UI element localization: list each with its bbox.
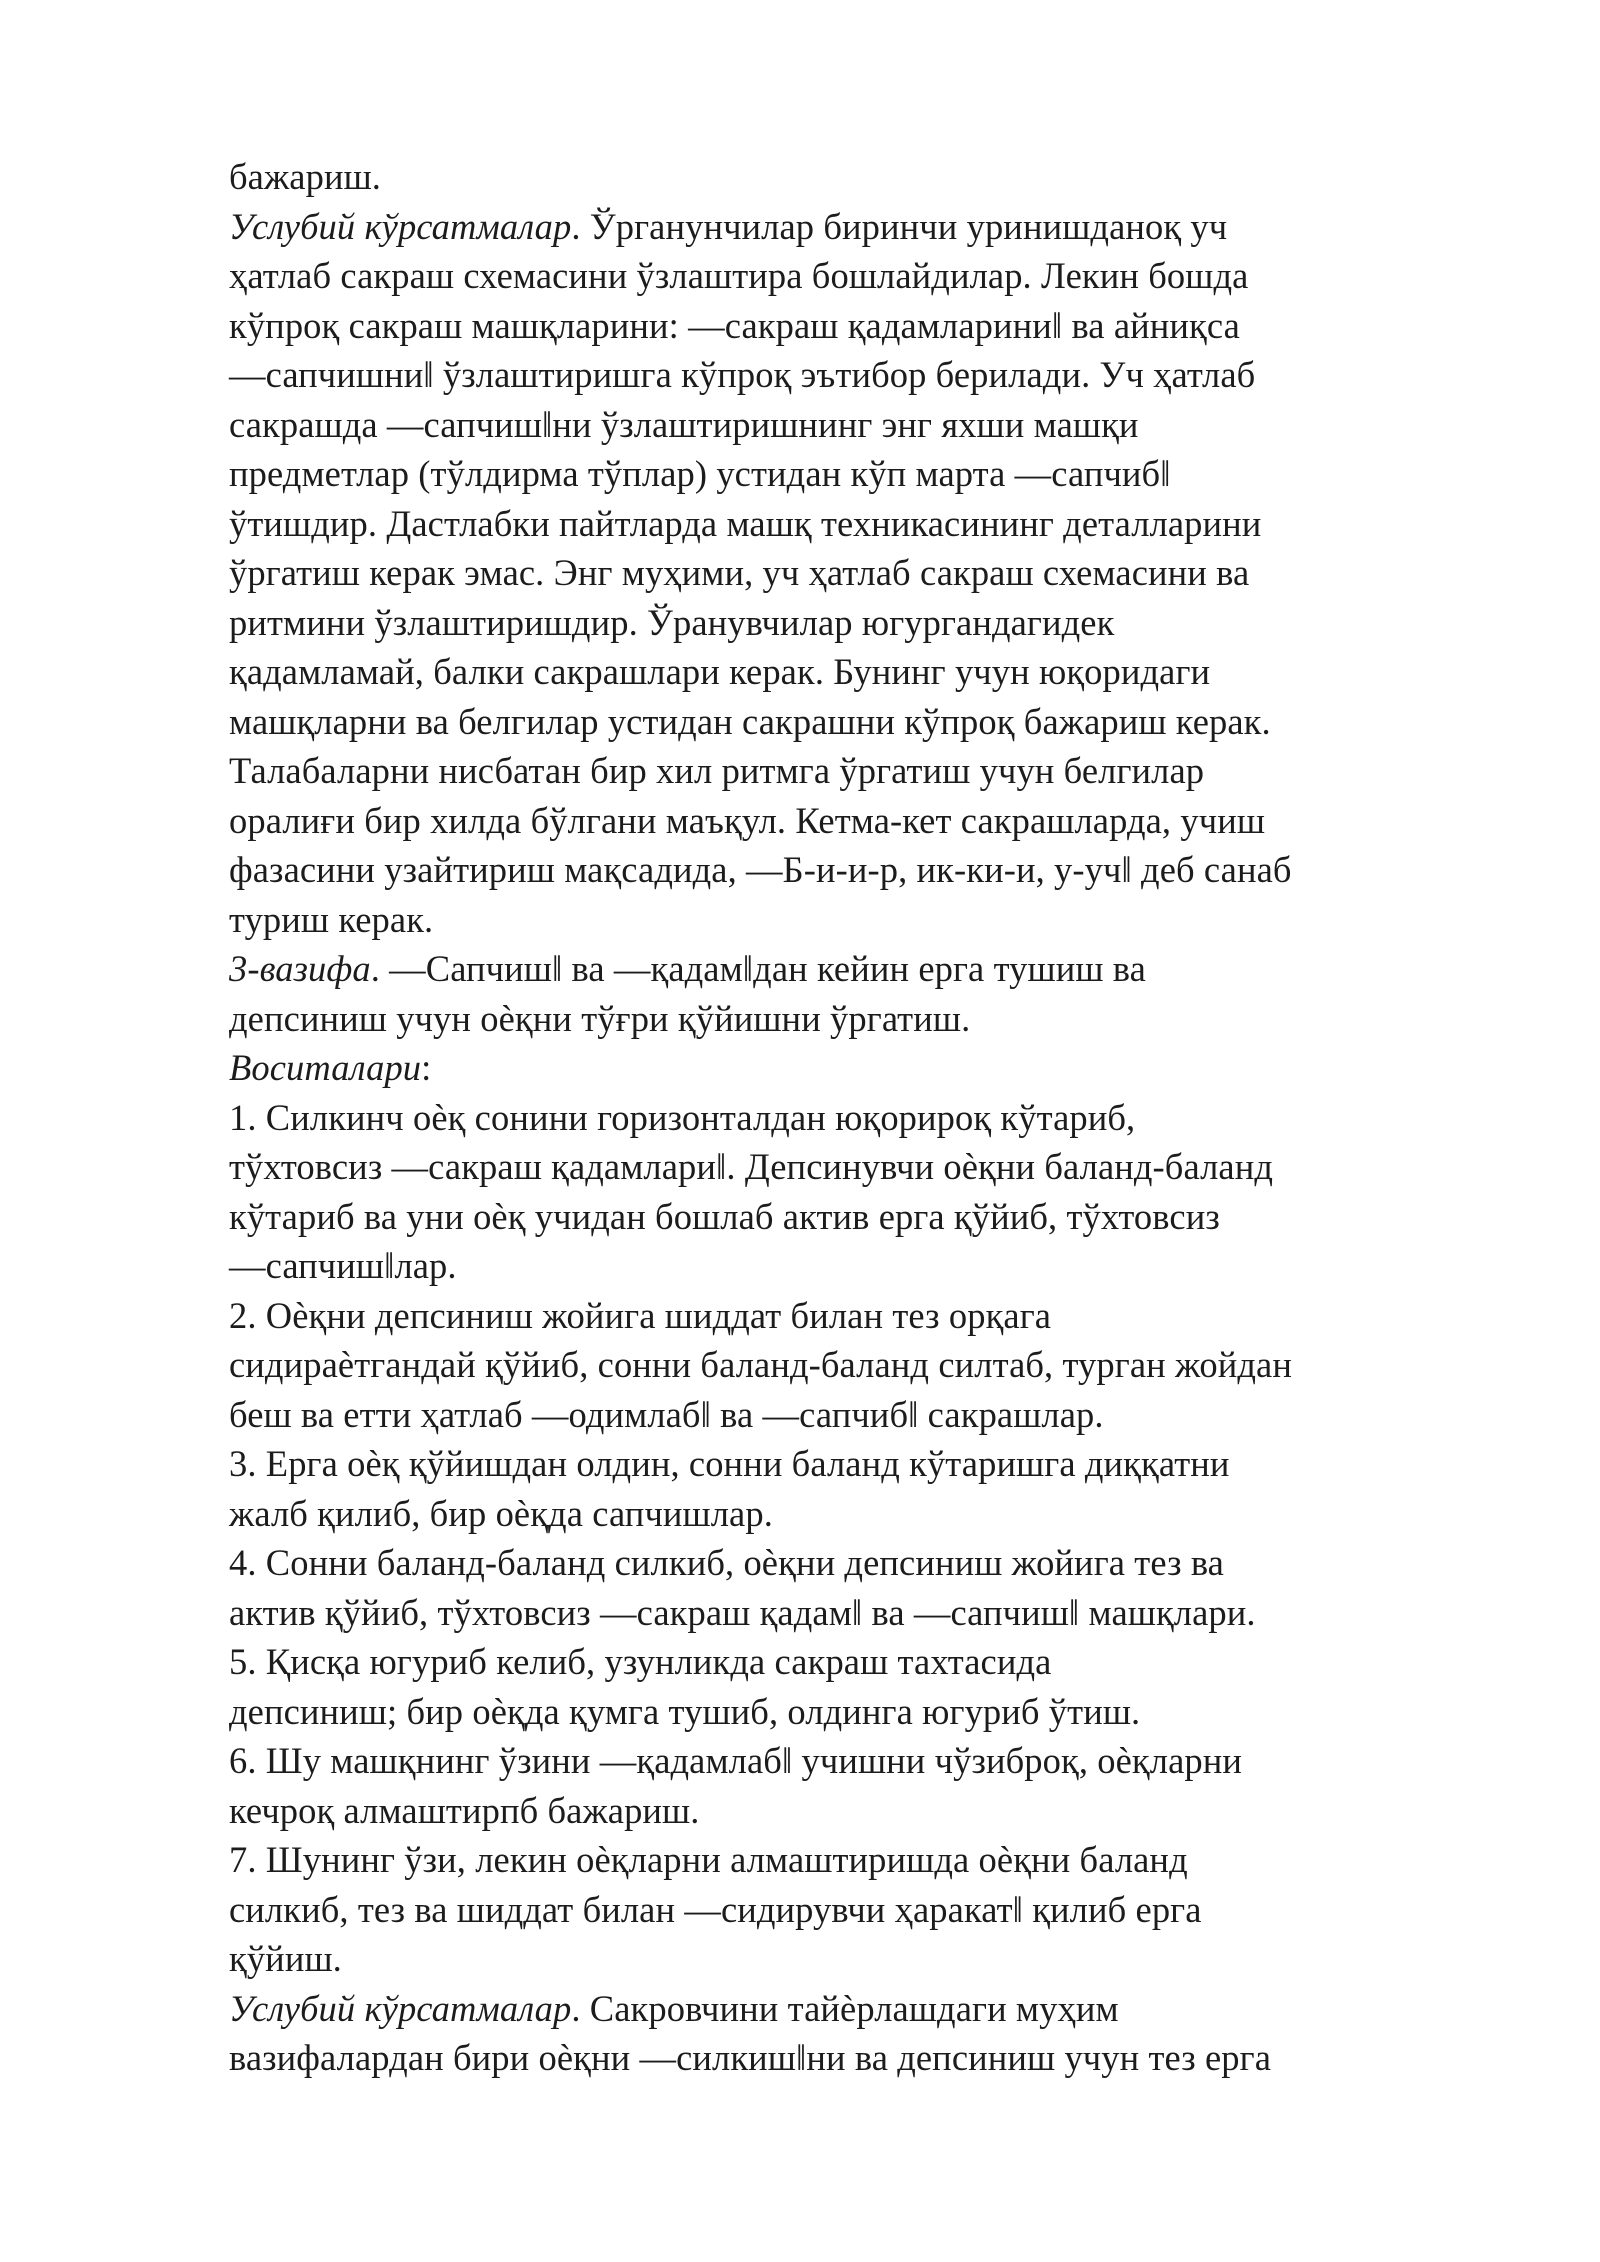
text-line	[229, 1192, 1529, 1242]
line-text: вазифалардан бири оѐқни ―силкиш‖ни ва депсиниш учун тез ерга	[229, 2037, 1272, 2078]
line-text: тўхтовсиз ―сакраш қадамлари‖. Депсинувчи оѐқни баланд-баланд	[229, 1146, 1274, 1187]
text-line	[229, 1043, 1529, 1093]
line-text: машқларни ва белгилар устидан сакрашни кўпроқ бажариш керак.	[229, 700, 1271, 742]
line-text: Талабаларни нисбатан бир хил ритмга ўргатиш учун белгилар	[229, 750, 1205, 791]
text-line	[229, 499, 1529, 549]
line-text: оралиғи бир хилда бўлгани маъқул. Кетма-кет сакрашларда, учиш	[229, 799, 1266, 841]
line-text: қўйиш.	[229, 1938, 342, 1979]
line-text: депсиниш учун оѐқни тўғри қўйишни ўргатиш.	[229, 997, 971, 1039]
line-text: кечроқ алмаштирпб бажариш.	[229, 1789, 700, 1831]
line-text: депсиниш; бир оѐқда қумга тушиб, олдинга югуриб ўтиш.	[229, 1690, 1141, 1732]
line-text: сидираѐтгандай қўйиб, сонни баланд-баланд силтаб, турган жойдан	[229, 1344, 1292, 1385]
italic-heading: Услубий кўрсатмалар	[229, 1987, 572, 2029]
line-text: ―сапчишни‖ ўзлаштиришга кўпроқ эътибор берилади. Уч ҳатлаб	[229, 354, 1256, 395]
text-line	[229, 251, 1529, 301]
text-line	[229, 1538, 1529, 1588]
text-line	[229, 1835, 1529, 1885]
text-line	[229, 350, 1529, 400]
text-line	[229, 598, 1529, 648]
line-text: фазасини узайтириш мақсадида, ―Б-и-и-р, ик-ки-и, у-уч‖ деб санаб	[229, 849, 1292, 890]
text-line	[229, 647, 1529, 697]
text-line	[229, 152, 1529, 202]
line-text: 7. Шунинг ўзи, лекин оѐқларни алмаштиришда оѐқни баланд	[229, 1839, 1188, 1880]
text-line	[229, 1885, 1529, 1935]
document-page	[229, 152, 1529, 2083]
text-line	[229, 796, 1529, 846]
line-text: ритмини ўзлаштиришдир. Ўранувчилар югургандагидек	[229, 601, 1115, 643]
line-text: ҳатлаб сакраш схемасини ўзлаштира бошлайдилар. Лекин бошда	[229, 255, 1249, 296]
line-text: беш ва етти ҳатлаб ―одимлаб‖ ва ―сапчиб‖ сакрашлар.	[229, 1393, 1104, 1435]
line-text: жалб қилиб, бир оѐқда сапчишлар.	[229, 1492, 773, 1534]
text-line	[229, 1637, 1529, 1687]
line-text: сакрашда ―сапчиш‖ни ўзлаштиришнинг энг яхши машқи	[229, 403, 1139, 445]
italic-heading: Воситалари	[229, 1047, 422, 1088]
line-text: 2. Оѐқни депсиниш жойига шиддат билан тез орқага	[229, 1294, 1052, 1336]
line-text: . ―Сапчиш‖ ва ―қадам‖дан кейин ерга тушиш ва	[370, 948, 1146, 989]
line-text: . Ўрганунчилар биринчи уринишданоқ уч	[571, 205, 1228, 247]
text-line	[229, 895, 1529, 945]
line-text: ўргатиш керак эмас. Энг муҳими, уч ҳатлаб сакраш схемасини ва	[229, 552, 1250, 593]
text-line	[229, 1439, 1529, 1489]
line-text: 1. Силкинч оѐқ сонини горизонталдан юқорироқ кўтариб,	[229, 1096, 1136, 1138]
italic-heading: Услубий кўрсатмалар	[229, 205, 572, 247]
text-line	[229, 697, 1529, 747]
text-line	[229, 1241, 1529, 1291]
line-text: кўтариб ва уни оѐқ учидан бошлаб актив ерга қўйиб, тўхтовсиз	[229, 1195, 1220, 1237]
line-text: кўпроқ сакраш машқларини: ―сакраш қадамларини‖ ва айниқса	[229, 304, 1240, 346]
italic-heading: 3-вазифа	[229, 948, 371, 989]
text-line	[229, 1687, 1529, 1737]
text-line	[229, 1390, 1529, 1440]
text-line	[229, 845, 1529, 895]
line-text: :	[421, 1047, 432, 1088]
line-text: ―сапчиш‖лар.	[229, 1245, 457, 1286]
line-text: 3. Ерга оѐқ қўйишдан олдин, сонни баланд кўтаришга диққатни	[229, 1443, 1230, 1484]
text-line	[229, 1736, 1529, 1786]
text-line	[229, 548, 1529, 598]
text-line	[229, 1588, 1529, 1638]
text-line	[229, 400, 1529, 450]
text-line	[229, 1934, 1529, 1984]
line-text: . Сакровчини тайѐрлашдаги муҳим	[571, 1987, 1119, 2029]
line-text: актив қўйиб, тўхтовсиз ―сакраш қадам‖ ва ―сапчиш‖ машқлари.	[229, 1591, 1256, 1633]
text-line	[229, 1093, 1529, 1143]
line-text: 4. Сонни баланд-баланд силкиб, оѐқни депсиниш жойига тез ва	[229, 1542, 1224, 1583]
text-line	[229, 2033, 1529, 2083]
line-text: туриш керак.	[229, 898, 434, 940]
line-text: 5. Қисқа югуриб келиб, узунликда сакраш тахтасида	[229, 1641, 1052, 1682]
text-line	[229, 202, 1529, 252]
text-line	[229, 1786, 1529, 1836]
line-text: силкиб, тез ва шиддат билан ―сидирувчи ҳаракат‖ қилиб ерга	[229, 1888, 1202, 1930]
text-line	[229, 301, 1529, 351]
text-line	[229, 1984, 1529, 2034]
text-line	[229, 1291, 1529, 1341]
line-text: предметлар (тўлдирма тўплар) устидан кўп марта ―сапчиб‖	[229, 453, 1171, 494]
text-line	[229, 1142, 1529, 1192]
text-line	[229, 746, 1529, 796]
text-line	[229, 944, 1529, 994]
line-text: ўтишдир. Дастлабки пайтларда машқ техникасининг деталларини	[229, 502, 1262, 544]
text-line	[229, 1489, 1529, 1539]
line-text: 6. Шу машқнинг ўзини ―қадамлаб‖ учишни чўзиброқ, оѐқларни	[229, 1740, 1242, 1781]
text-line	[229, 994, 1529, 1044]
line-text: бажариш.	[229, 156, 382, 197]
line-text: қадамламай, балки сакрашлари керак. Бунинг учун юқоридаги	[229, 651, 1211, 692]
text-line	[229, 449, 1529, 499]
text-line	[229, 1340, 1529, 1390]
